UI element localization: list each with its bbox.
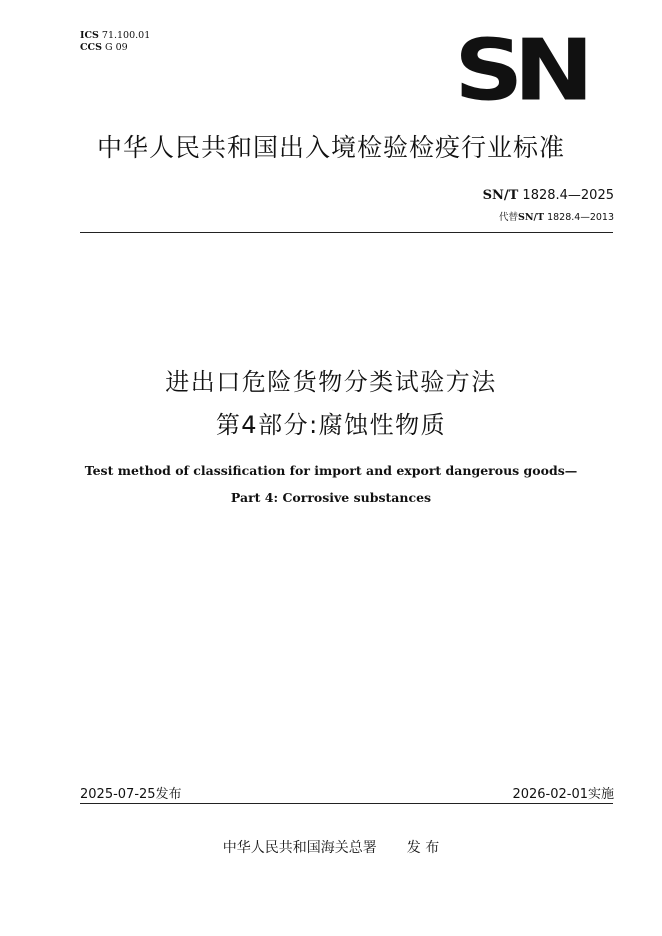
ics-value: 71.100.01	[101, 30, 151, 41]
standard-number-code: 1828.4—2025	[522, 188, 614, 203]
standard-category: 中华人民共和国出入境检验检疫行业标准	[96, 133, 565, 162]
publisher-name: 中华人民共和国海关总署	[222, 840, 377, 856]
replaces-label: 代替	[498, 212, 518, 223]
replaces-std-prefix: SN/T	[517, 212, 545, 223]
english-title-line2: Part 4: Corrosive substances	[230, 490, 432, 505]
publisher	[0, 837, 662, 857]
issue-date: 2025-07-25发布	[80, 787, 182, 802]
publisher-action: 发 布	[406, 840, 440, 856]
english-title-line1: Test method of classification for import and export dangerous goods—	[84, 463, 578, 478]
ccs-code	[80, 42, 128, 54]
replaces-code: 1828.4—2013	[547, 212, 614, 223]
standard-number-prefix: SN/T	[482, 188, 519, 203]
footer-divider	[80, 803, 613, 804]
implementation-date: 2026-02-01实施	[512, 787, 614, 802]
header-divider	[80, 232, 613, 233]
chinese-title-line2: 第4部分:腐蚀性物质	[215, 411, 447, 439]
replaces-standard	[499, 209, 614, 223]
ccs-label: CCS	[80, 42, 102, 53]
sn-logo: SN	[454, 22, 584, 121]
ics-code	[80, 30, 150, 42]
standard-number	[483, 188, 614, 203]
ics-label: ICS	[80, 30, 99, 41]
ccs-value: G 09	[105, 42, 128, 53]
chinese-title-line1: 进出口危险货物分类试验方法	[165, 368, 497, 396]
